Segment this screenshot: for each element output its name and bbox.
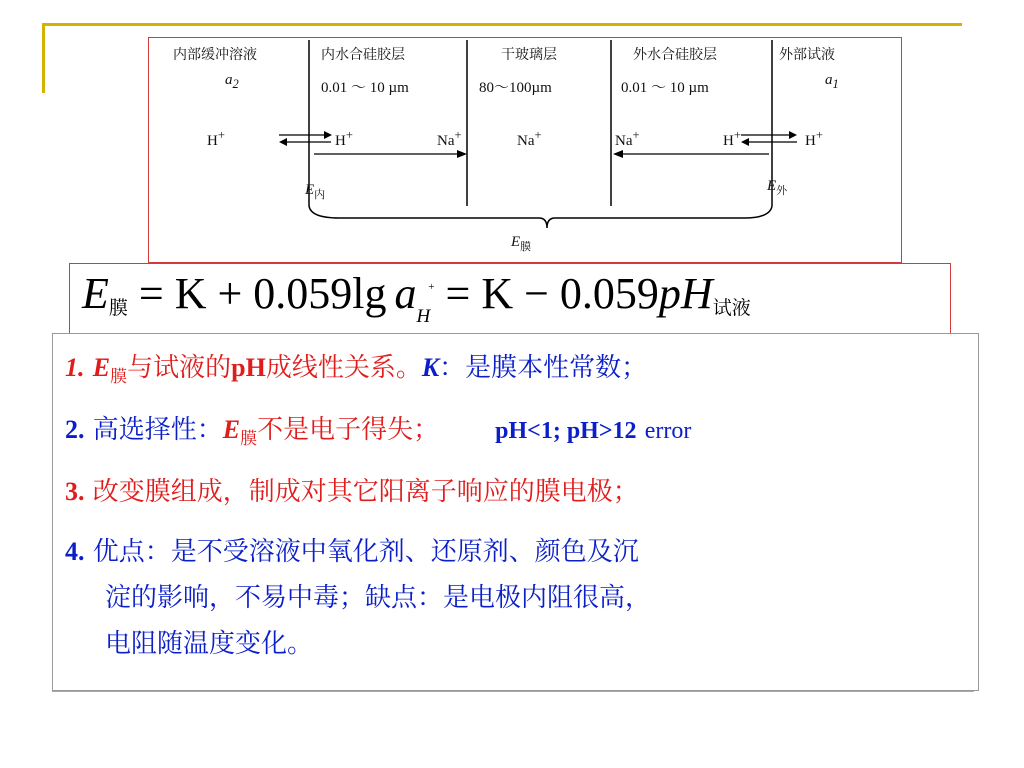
potential-outer: $E_外$ bbox=[767, 178, 788, 197]
ion-na-outer-gel: Na+ bbox=[615, 128, 640, 149]
region-inner-gel: 内水合硅胶层 bbox=[321, 47, 405, 63]
point-2: 2. 高选择性：$E_膜$不是电子得失； pH<1; pH>12 error bbox=[65, 415, 692, 449]
region-inner-buffer: 内部缓冲溶液 bbox=[173, 47, 257, 63]
left-decor-line bbox=[42, 23, 45, 93]
thickness-dry-glass: 80～100µm bbox=[479, 80, 552, 96]
ion-na-inner-gel: Na+ bbox=[437, 128, 462, 149]
activity-inner: $a_2$ bbox=[225, 72, 239, 91]
ion-na-dry-glass: Na+ bbox=[517, 128, 542, 149]
top-decor-line bbox=[42, 23, 962, 26]
region-outer-solution: 外部试液 bbox=[779, 47, 835, 63]
ion-h-inner-solution: H+ bbox=[207, 128, 225, 149]
point-1: 1. $E_膜$与试液的pH成线性关系。K：是膜本性常数； bbox=[65, 353, 648, 387]
glass-membrane-diagram bbox=[148, 37, 902, 263]
ion-h-inner-gel: H+ bbox=[335, 128, 353, 149]
content-box bbox=[52, 333, 979, 691]
ion-h-outer-gel: H+ bbox=[723, 128, 741, 149]
point-3: 3. 改变膜组成，制成对其它阳离子响应的膜电极； bbox=[65, 477, 639, 507]
activity-outer: $a_1$ bbox=[825, 72, 839, 91]
point-4-line-2: 淀的影响，不易中毒；缺点：是电极内阻很高， bbox=[105, 583, 652, 613]
region-outer-gel: 外水合硅胶层 bbox=[633, 47, 717, 63]
thickness-inner-gel: 0.01 ～ 10 µm bbox=[321, 80, 409, 96]
equation-text: E膜 = K + 0.059lg $a_H^+ = K - 0.059pH$试液 bbox=[82, 269, 751, 327]
point-4: 4. 优点：是不受溶液中氧化剂、还原剂、颜色及沉 bbox=[65, 537, 639, 567]
region-dry-glass: 干玻璃层 bbox=[501, 47, 557, 63]
potential-membrane: $E_膜$ bbox=[511, 234, 532, 253]
potential-inner: $E_内$ bbox=[305, 182, 326, 201]
ion-h-outer-solution: H+ bbox=[805, 128, 823, 149]
thickness-outer-gel: 0.01 ～ 10 µm bbox=[621, 80, 709, 96]
diagram-lines bbox=[149, 38, 901, 262]
point-4-line-3: 电阻随温度变化。 bbox=[105, 629, 314, 659]
membrane-potential-equation bbox=[69, 263, 951, 335]
